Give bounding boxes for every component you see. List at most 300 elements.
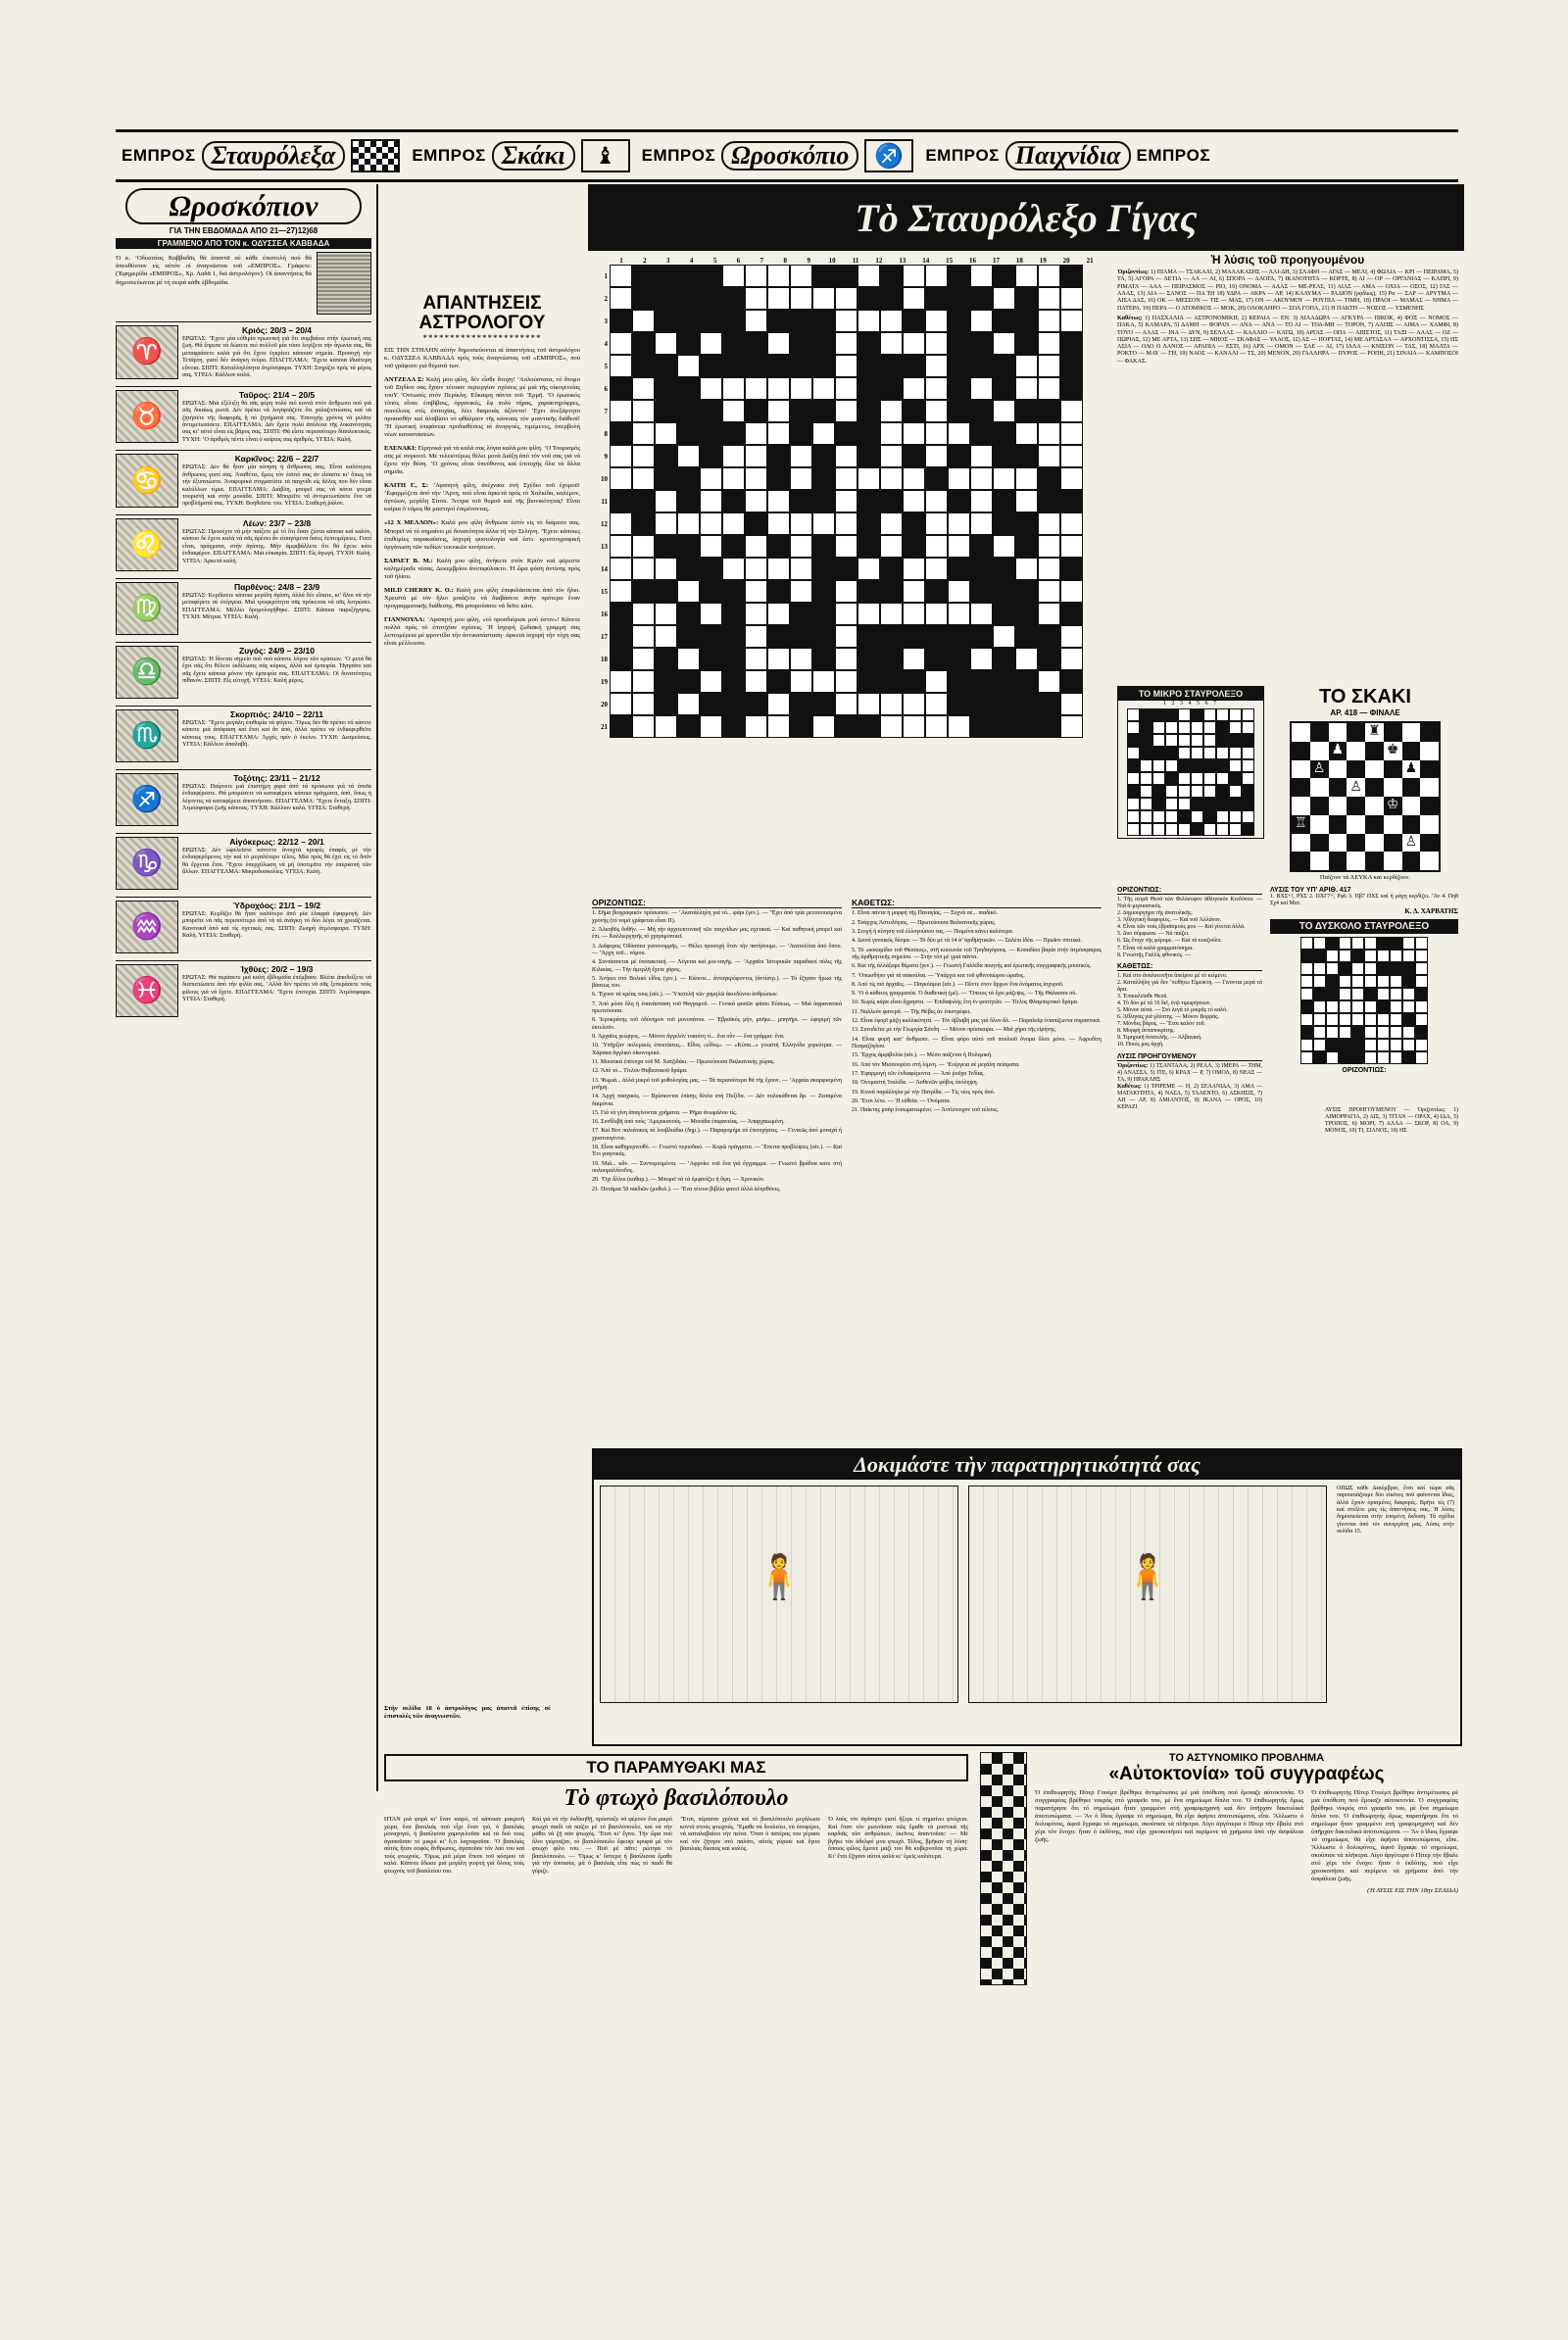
crossword-cell[interactable] (1015, 265, 1038, 287)
mini-cell[interactable] (1415, 937, 1428, 950)
mini-cell[interactable] (1390, 1051, 1402, 1064)
crossword-cell[interactable] (903, 580, 925, 603)
mini-cell[interactable] (1364, 1026, 1377, 1039)
chess-square[interactable]: ♜ (1365, 723, 1384, 742)
crossword-cell[interactable] (700, 535, 722, 558)
mini-cell[interactable] (1152, 759, 1165, 772)
crossword-cell[interactable] (1015, 377, 1038, 400)
mini-cell[interactable] (1152, 721, 1165, 734)
chess-square[interactable] (1310, 723, 1329, 742)
crossword-cell[interactable] (677, 445, 700, 467)
mini-cell[interactable] (1178, 798, 1191, 810)
mini-cell[interactable] (1351, 988, 1364, 1000)
chess-square[interactable] (1420, 852, 1439, 870)
crossword-cell[interactable] (1015, 490, 1038, 512)
crossword-cell[interactable] (993, 467, 1015, 490)
crossword-cell[interactable] (925, 265, 948, 287)
crossword-cell[interactable] (835, 310, 858, 332)
mini-cell[interactable] (1242, 708, 1254, 721)
crossword-cell[interactable] (858, 310, 880, 332)
crossword-cell[interactable] (767, 603, 790, 625)
crossword-cell[interactable] (970, 445, 993, 467)
chess-square[interactable] (1292, 797, 1310, 815)
chess-square[interactable]: ♟ (1402, 760, 1421, 779)
chess-square[interactable] (1347, 815, 1365, 834)
crossword-cell[interactable] (858, 558, 880, 580)
crossword-cell[interactable] (1060, 625, 1083, 648)
mini-cell[interactable] (1415, 962, 1428, 975)
mini-cell[interactable] (1191, 810, 1203, 823)
mini-cell[interactable] (1140, 772, 1152, 785)
mini-cell[interactable] (1390, 975, 1402, 988)
mini-cell[interactable] (1300, 1013, 1313, 1026)
crossword-cell[interactable] (767, 648, 790, 670)
crossword-cell[interactable] (610, 535, 632, 558)
crossword-cell[interactable] (925, 332, 948, 355)
masthead-segment-horoscope[interactable] (636, 139, 920, 172)
crossword-cell[interactable] (1015, 422, 1038, 445)
crossword-cell[interactable] (1038, 512, 1060, 535)
crossword-cell[interactable] (970, 310, 993, 332)
mini-cell[interactable] (1229, 823, 1242, 836)
crossword-cell[interactable] (903, 377, 925, 400)
crossword-cell[interactable] (835, 445, 858, 467)
mini-cell[interactable] (1127, 798, 1140, 810)
mini-cell[interactable] (1300, 937, 1313, 950)
crossword-cell[interactable] (880, 512, 903, 535)
mini-cell[interactable] (1140, 785, 1152, 798)
mini-cell[interactable] (1178, 772, 1191, 785)
crossword-cell[interactable] (970, 603, 993, 625)
crossword-cell[interactable] (610, 558, 632, 580)
chess-square[interactable] (1347, 723, 1365, 742)
mini-cell[interactable] (1415, 1013, 1428, 1026)
crossword-cell[interactable] (610, 355, 632, 377)
crossword-cell[interactable] (677, 648, 700, 670)
chess-square[interactable] (1402, 797, 1421, 815)
crossword-cell[interactable] (925, 355, 948, 377)
mini-cell[interactable] (1140, 798, 1152, 810)
chess-square[interactable] (1292, 723, 1310, 742)
hard-crossword-grid[interactable] (1300, 937, 1428, 1064)
mini-cell[interactable] (1191, 772, 1203, 785)
crossword-cell[interactable] (880, 310, 903, 332)
crossword-cell[interactable] (745, 558, 767, 580)
mini-cell[interactable] (1364, 1051, 1377, 1064)
mini-cell[interactable] (1165, 823, 1178, 836)
mini-cell[interactable] (1313, 1026, 1326, 1039)
mini-cell[interactable] (1415, 1051, 1428, 1064)
crossword-cell[interactable] (610, 332, 632, 355)
chess-square[interactable] (1384, 834, 1402, 853)
mini-cell[interactable] (1127, 721, 1140, 734)
crossword-cell[interactable] (1015, 355, 1038, 377)
chess-square[interactable] (1384, 778, 1402, 797)
chess-square[interactable] (1365, 834, 1384, 853)
chess-square[interactable] (1365, 815, 1384, 834)
chess-square[interactable]: ♙ (1402, 834, 1421, 853)
chess-square[interactable] (1420, 834, 1439, 853)
crossword-cell[interactable] (790, 445, 812, 467)
chess-square[interactable] (1365, 760, 1384, 779)
crossword-cell[interactable] (767, 693, 790, 715)
crossword-cell[interactable] (677, 512, 700, 535)
crossword-cell[interactable] (948, 603, 970, 625)
chess-square[interactable] (1420, 778, 1439, 797)
mini-cell[interactable] (1216, 772, 1229, 785)
mini-cell[interactable] (1326, 950, 1339, 962)
crossword-cell[interactable] (1038, 310, 1060, 332)
mini-cell[interactable] (1229, 810, 1242, 823)
chess-square[interactable] (1402, 815, 1421, 834)
crossword-cell[interactable] (1038, 445, 1060, 467)
crossword-cell[interactable] (632, 310, 655, 332)
chess-square[interactable] (1292, 834, 1310, 853)
chess-square[interactable] (1310, 852, 1329, 870)
crossword-cell[interactable] (925, 490, 948, 512)
crossword-cell[interactable] (993, 625, 1015, 648)
chess-square[interactable] (1365, 852, 1384, 870)
mini-cell[interactable] (1152, 810, 1165, 823)
mini-cell[interactable] (1191, 734, 1203, 747)
crossword-cell[interactable] (835, 332, 858, 355)
crossword-cell[interactable] (903, 332, 925, 355)
crossword-cell[interactable] (835, 490, 858, 512)
mini-cell[interactable] (1364, 937, 1377, 950)
crossword-cell[interactable] (835, 648, 858, 670)
crossword-cell[interactable] (993, 332, 1015, 355)
crossword-cell[interactable] (925, 603, 948, 625)
crossword-cell[interactable] (925, 422, 948, 445)
crossword-cell[interactable] (1060, 445, 1083, 467)
mini-cell[interactable] (1377, 1039, 1390, 1051)
crossword-cell[interactable] (745, 287, 767, 310)
mini-cell[interactable] (1300, 1051, 1313, 1064)
mini-cell[interactable] (1339, 1000, 1351, 1013)
crossword-cell[interactable] (1060, 693, 1083, 715)
crossword-cell[interactable] (948, 580, 970, 603)
crossword-cell[interactable] (1060, 580, 1083, 603)
crossword-cell[interactable] (790, 558, 812, 580)
crossword-cell[interactable] (767, 377, 790, 400)
mini-cell[interactable] (1377, 950, 1390, 962)
crossword-cell[interactable] (812, 670, 835, 693)
crossword-cell[interactable] (790, 535, 812, 558)
crossword-cell[interactable] (880, 332, 903, 355)
chess-square[interactable]: ♚ (1384, 742, 1402, 760)
crossword-cell[interactable] (632, 377, 655, 400)
crossword-cell[interactable] (610, 693, 632, 715)
mini-cell[interactable] (1326, 1000, 1339, 1013)
crossword-cell[interactable] (903, 715, 925, 738)
chess-square[interactable] (1347, 852, 1365, 870)
crossword-cell[interactable] (970, 648, 993, 670)
crossword-cell[interactable] (948, 467, 970, 490)
mini-cell[interactable] (1339, 1013, 1351, 1026)
crossword-cell[interactable] (993, 535, 1015, 558)
mini-cell[interactable] (1178, 708, 1191, 721)
crossword-cell[interactable] (835, 580, 858, 603)
crossword-cell[interactable] (722, 558, 745, 580)
crossword-cell[interactable] (1038, 265, 1060, 287)
crossword-cell[interactable] (745, 670, 767, 693)
mini-cell[interactable] (1216, 823, 1229, 836)
crossword-cell[interactable] (970, 512, 993, 535)
crossword-cell[interactable] (880, 467, 903, 490)
crossword-cell[interactable] (632, 603, 655, 625)
crossword-cell[interactable] (1038, 422, 1060, 445)
crossword-cell[interactable] (767, 715, 790, 738)
chess-square[interactable]: ♔ (1384, 797, 1402, 815)
chess-square[interactable]: ♟ (1329, 742, 1348, 760)
crossword-cell[interactable] (700, 467, 722, 490)
mini-cell[interactable] (1242, 772, 1254, 785)
crossword-cell[interactable] (925, 445, 948, 467)
chess-square[interactable] (1347, 797, 1365, 815)
crossword-cell[interactable] (858, 603, 880, 625)
crossword-cell[interactable] (632, 422, 655, 445)
mini-cell[interactable] (1364, 962, 1377, 975)
crossword-cell[interactable] (1038, 535, 1060, 558)
crossword-cell[interactable] (655, 490, 677, 512)
chess-square[interactable] (1402, 742, 1421, 760)
crossword-cell[interactable] (1038, 332, 1060, 355)
crossword-cell[interactable] (655, 603, 677, 625)
chess-square[interactable] (1329, 723, 1348, 742)
crossword-cell[interactable] (745, 422, 767, 445)
chess-square[interactable] (1402, 852, 1421, 870)
mini-crossword-grid[interactable] (1127, 708, 1254, 836)
chess-square[interactable] (1310, 834, 1329, 853)
crossword-cell[interactable] (903, 490, 925, 512)
crossword-cell[interactable] (812, 377, 835, 400)
crossword-cell[interactable] (1038, 355, 1060, 377)
crossword-cell[interactable] (880, 693, 903, 715)
crossword-cell[interactable] (677, 693, 700, 715)
mini-cell[interactable] (1127, 747, 1140, 759)
mini-cell[interactable] (1203, 721, 1216, 734)
chess-square[interactable] (1292, 778, 1310, 797)
chess-square[interactable] (1365, 797, 1384, 815)
crossword-cell[interactable] (858, 265, 880, 287)
mini-cell[interactable] (1165, 759, 1178, 772)
mini-cell[interactable] (1165, 798, 1178, 810)
crossword-cell[interactable] (835, 377, 858, 400)
crossword-cell[interactable] (632, 558, 655, 580)
mini-cell[interactable] (1152, 734, 1165, 747)
mini-cell[interactable] (1402, 1000, 1415, 1013)
mini-cell[interactable] (1402, 988, 1415, 1000)
mini-cell[interactable] (1165, 721, 1178, 734)
crossword-cell[interactable] (970, 377, 993, 400)
mini-cell[interactable] (1300, 988, 1313, 1000)
mini-cell[interactable] (1229, 708, 1242, 721)
crossword-cell[interactable] (745, 535, 767, 558)
crossword-cell[interactable] (1060, 310, 1083, 332)
crossword-cell[interactable] (767, 287, 790, 310)
mini-cell[interactable] (1165, 810, 1178, 823)
mini-cell[interactable] (1351, 1000, 1364, 1013)
crossword-cell[interactable] (858, 693, 880, 715)
mini-cell[interactable] (1216, 708, 1229, 721)
crossword-cell[interactable] (767, 490, 790, 512)
mini-cell[interactable] (1152, 772, 1165, 785)
crossword-cell[interactable] (745, 467, 767, 490)
crossword-cell[interactable] (812, 715, 835, 738)
mini-cell[interactable] (1351, 1013, 1364, 1026)
crossword-cell[interactable] (632, 400, 655, 422)
crossword-cell[interactable] (1060, 287, 1083, 310)
masthead-segment-chess[interactable] (406, 139, 635, 172)
crossword-cell[interactable] (700, 512, 722, 535)
mini-cell[interactable] (1313, 962, 1326, 975)
crossword-cell[interactable] (970, 467, 993, 490)
crossword-cell[interactable] (767, 332, 790, 355)
crossword-cell[interactable] (745, 310, 767, 332)
crossword-grid[interactable] (592, 257, 1102, 738)
mini-cell[interactable] (1390, 1026, 1402, 1039)
chess-square[interactable] (1310, 815, 1329, 834)
mini-cell[interactable] (1364, 1039, 1377, 1051)
chess-square[interactable] (1384, 723, 1402, 742)
mini-cell[interactable] (1300, 975, 1313, 988)
masthead-segment-games[interactable] (919, 141, 1216, 171)
crossword-cell[interactable] (858, 467, 880, 490)
crossword-cell[interactable] (700, 332, 722, 355)
crossword-cell[interactable] (970, 490, 993, 512)
chess-square[interactable]: ♙ (1347, 778, 1365, 797)
mini-cell[interactable] (1178, 747, 1191, 759)
crossword-cell[interactable] (903, 558, 925, 580)
mini-cell[interactable] (1351, 937, 1364, 950)
mini-cell[interactable] (1402, 937, 1415, 950)
crossword-cell[interactable] (632, 715, 655, 738)
mini-cell[interactable] (1242, 721, 1254, 734)
mini-cell[interactable] (1326, 962, 1339, 975)
crossword-cell[interactable] (767, 512, 790, 535)
mini-cell[interactable] (1415, 975, 1428, 988)
mini-cell[interactable] (1152, 823, 1165, 836)
mini-cell[interactable] (1178, 785, 1191, 798)
mini-cell[interactable] (1242, 810, 1254, 823)
mini-cell[interactable] (1300, 1039, 1313, 1051)
crossword-cell[interactable] (610, 580, 632, 603)
mini-cell[interactable] (1140, 823, 1152, 836)
crossword-cell[interactable] (790, 287, 812, 310)
crossword-cell[interactable] (835, 670, 858, 693)
mini-cell[interactable] (1216, 810, 1229, 823)
crossword-cell[interactable] (767, 400, 790, 422)
chess-square[interactable] (1365, 778, 1384, 797)
mini-cell[interactable] (1390, 1013, 1402, 1026)
crossword-cell[interactable] (790, 467, 812, 490)
crossword-cell[interactable] (767, 265, 790, 287)
chess-square[interactable] (1329, 834, 1348, 853)
mini-cell[interactable] (1351, 962, 1364, 975)
mini-cell[interactable] (1377, 988, 1390, 1000)
mini-cell[interactable] (1165, 785, 1178, 798)
crossword-cell[interactable] (1015, 648, 1038, 670)
crossword-cell[interactable] (903, 422, 925, 445)
mini-cell[interactable] (1326, 1051, 1339, 1064)
mini-cell[interactable] (1326, 1026, 1339, 1039)
chess-square[interactable] (1329, 815, 1348, 834)
mini-cell[interactable] (1364, 1013, 1377, 1026)
chess-square[interactable]: ♙ (1310, 760, 1329, 779)
crossword-cell[interactable] (610, 445, 632, 467)
mini-cell[interactable] (1377, 1013, 1390, 1026)
chess-square[interactable] (1420, 723, 1439, 742)
mini-cell[interactable] (1377, 1026, 1390, 1039)
crossword-cell[interactable] (880, 603, 903, 625)
mini-cell[interactable] (1140, 759, 1152, 772)
chess-square[interactable] (1384, 760, 1402, 779)
crossword-cell[interactable] (1060, 400, 1083, 422)
crossword-cell[interactable] (993, 287, 1015, 310)
crossword-cell[interactable] (632, 648, 655, 670)
crossword-cell[interactable] (700, 603, 722, 625)
chess-square[interactable] (1310, 797, 1329, 815)
crossword-cell[interactable] (745, 603, 767, 625)
crossword-cell[interactable] (903, 693, 925, 715)
mini-cell[interactable] (1364, 950, 1377, 962)
chess-square[interactable] (1384, 852, 1402, 870)
crossword-cell[interactable] (790, 670, 812, 693)
crossword-cell[interactable] (790, 580, 812, 603)
chess-square[interactable] (1329, 778, 1348, 797)
crossword-cell[interactable] (903, 648, 925, 670)
crossword-cell[interactable] (610, 512, 632, 535)
crossword-cell[interactable] (1060, 467, 1083, 490)
mini-cell[interactable] (1390, 1000, 1402, 1013)
mini-cell[interactable] (1313, 1013, 1326, 1026)
mini-cell[interactable] (1127, 823, 1140, 836)
crossword-cell[interactable] (903, 265, 925, 287)
mini-cell[interactable] (1390, 950, 1402, 962)
mini-cell[interactable] (1229, 747, 1242, 759)
crossword-cell[interactable] (767, 422, 790, 445)
crossword-cell[interactable] (880, 715, 903, 738)
chess-board[interactable] (1290, 721, 1441, 872)
mini-cell[interactable] (1165, 734, 1178, 747)
mini-cell[interactable] (1415, 1039, 1428, 1051)
crossword-cell[interactable] (655, 558, 677, 580)
crossword-cell[interactable] (610, 287, 632, 310)
mini-cell[interactable] (1203, 772, 1216, 785)
crossword-cell[interactable] (655, 715, 677, 738)
mini-cell[interactable] (1191, 721, 1203, 734)
crossword-cell[interactable] (722, 265, 745, 287)
crossword-cell[interactable] (722, 400, 745, 422)
chess-square[interactable] (1292, 852, 1310, 870)
crossword-cell[interactable] (632, 625, 655, 648)
crossword-cell[interactable] (1060, 715, 1083, 738)
mini-cell[interactable] (1339, 937, 1351, 950)
crossword-cell[interactable] (925, 535, 948, 558)
mini-cell[interactable] (1313, 1039, 1326, 1051)
mini-cell[interactable] (1300, 962, 1313, 975)
crossword-cell[interactable] (655, 422, 677, 445)
crossword-cell[interactable] (632, 467, 655, 490)
crossword-cell[interactable] (632, 670, 655, 693)
crossword-cell[interactable] (610, 467, 632, 490)
chess-square[interactable] (1420, 815, 1439, 834)
crossword-cell[interactable] (835, 625, 858, 648)
crossword-cell[interactable] (722, 467, 745, 490)
crossword-cell[interactable] (632, 445, 655, 467)
crossword-cell[interactable] (655, 625, 677, 648)
crossword-cell[interactable] (655, 332, 677, 355)
